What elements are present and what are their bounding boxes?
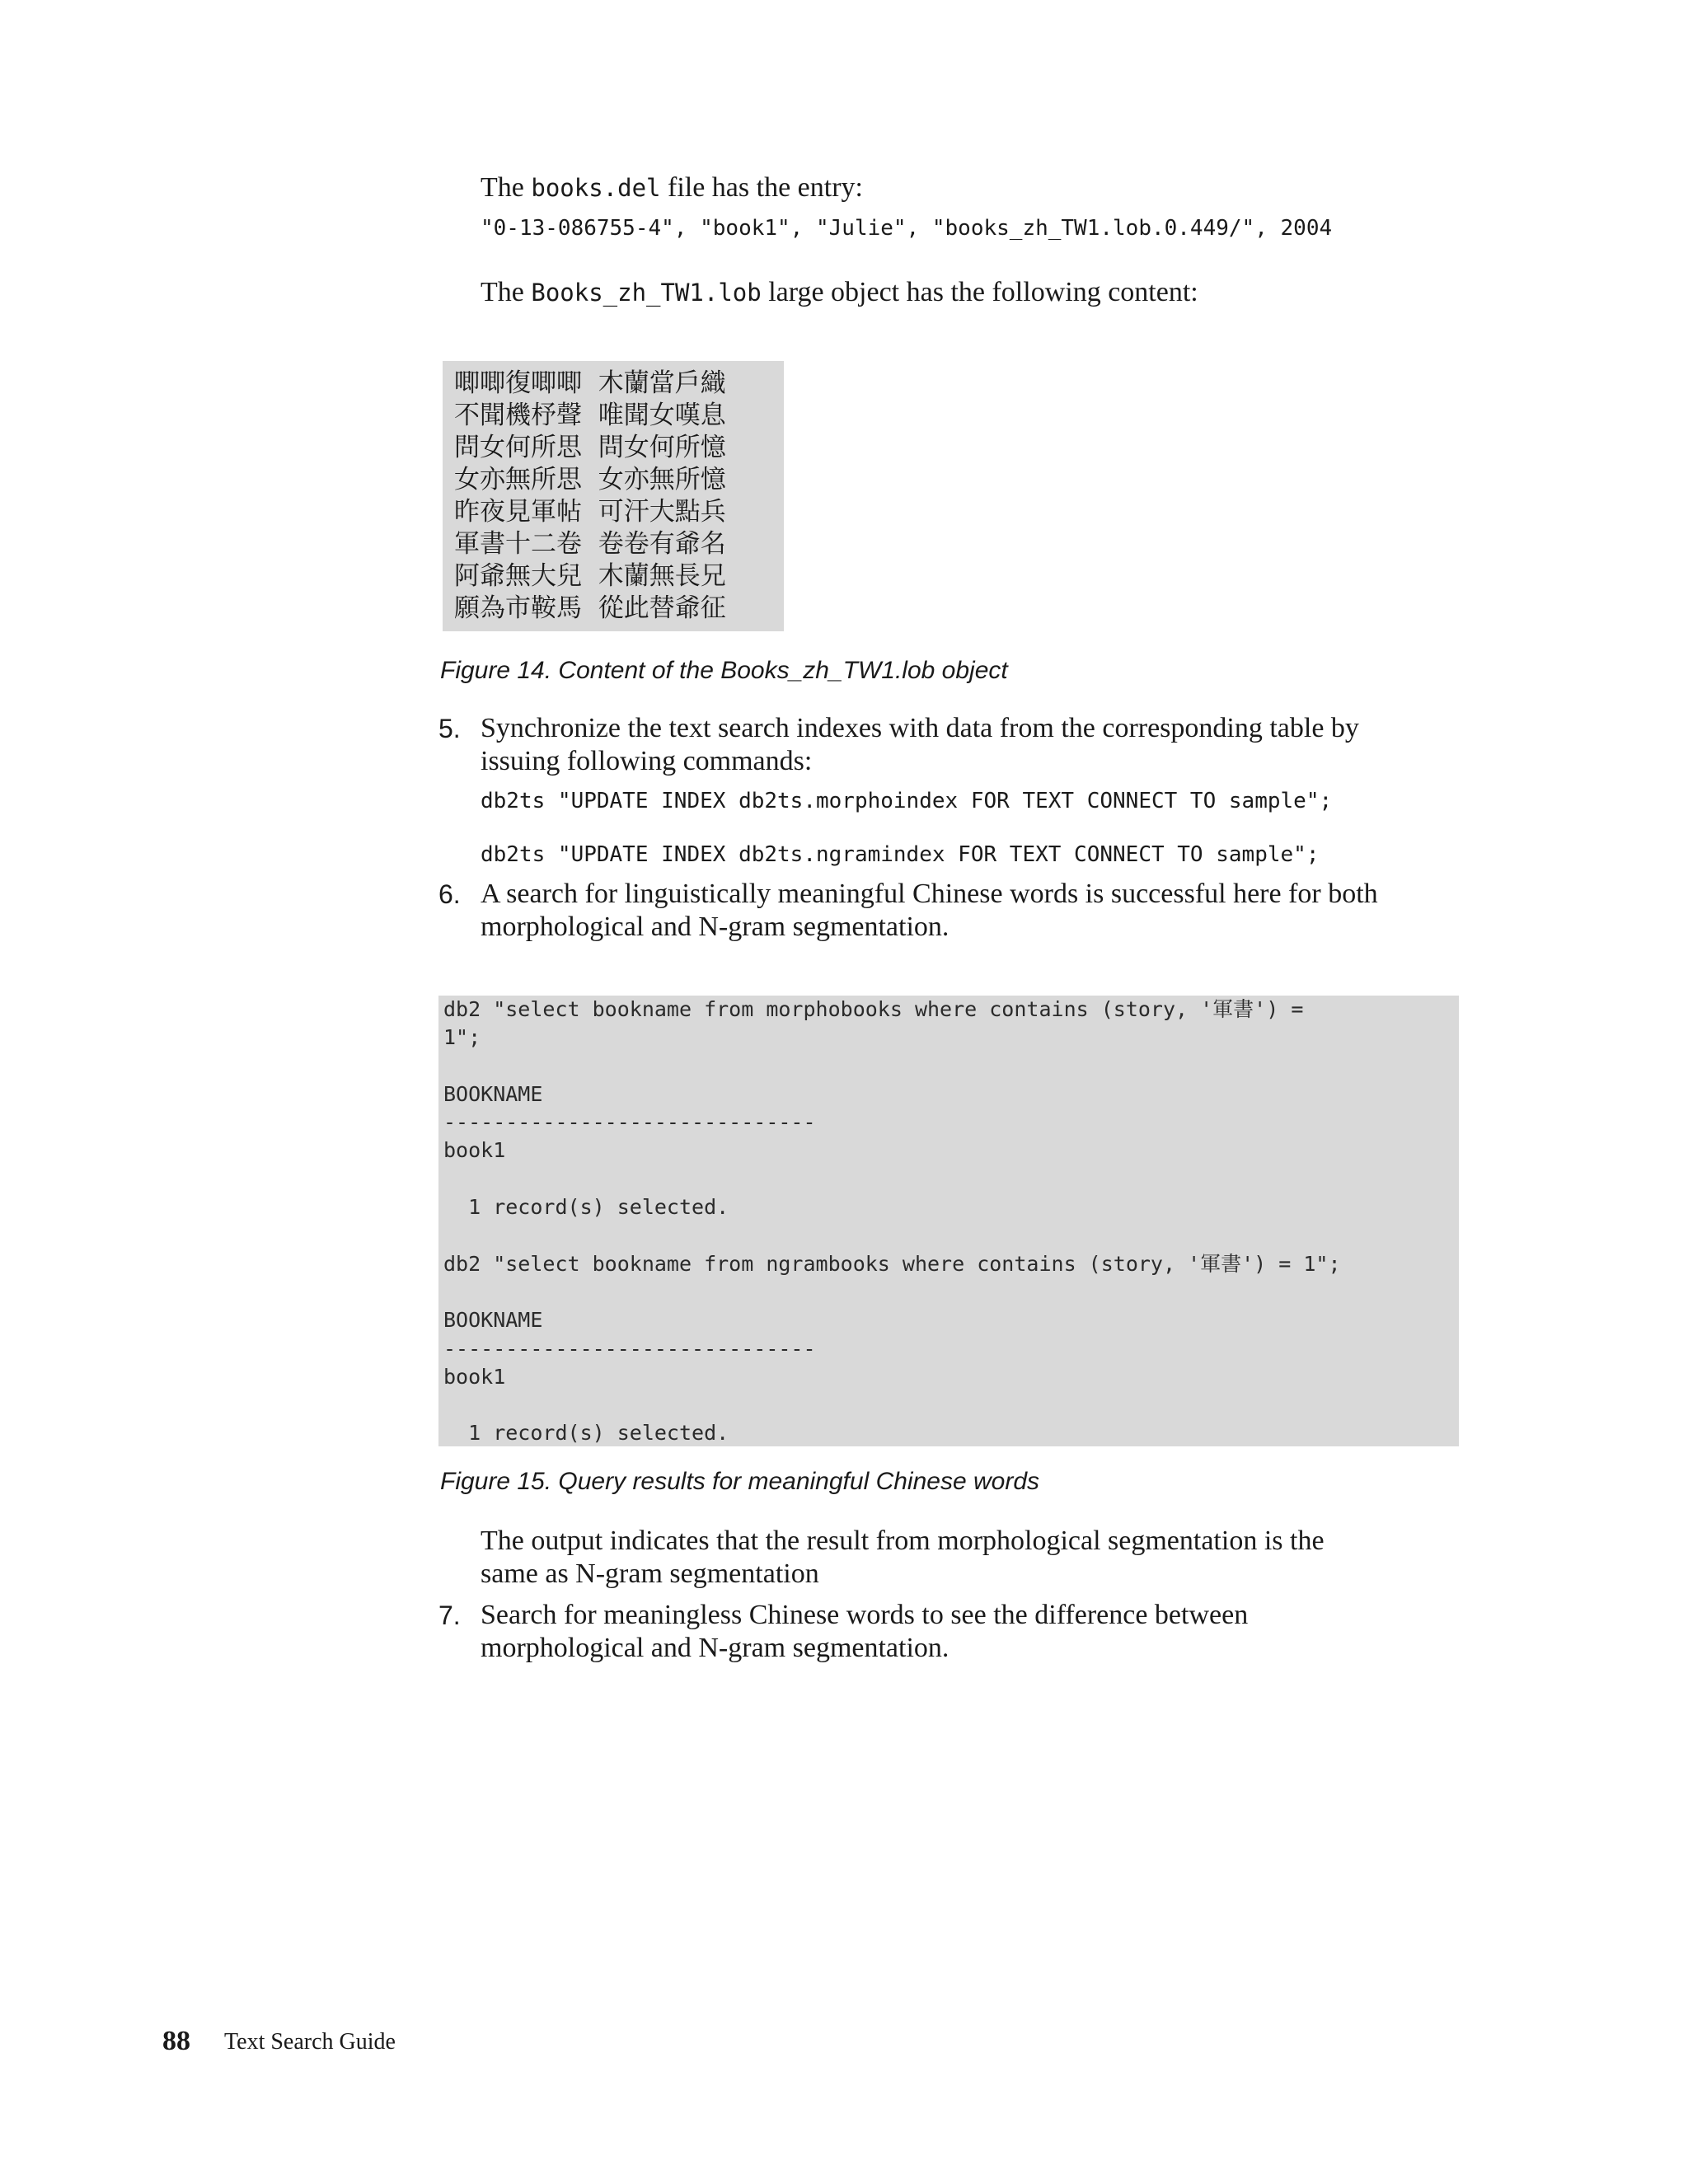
lob-intro-prefix: The [481,277,532,307]
console-line: BOOKNAME [443,1308,543,1333]
output-note-line-1: The output indicates that the result from morphological segmentation is the [481,1526,1325,1556]
console-line [443,1221,1454,1249]
console-line: book1 [443,1364,506,1389]
console-line: db2 "select bookname from ngrambooks where contains (story, '軍書') = 1"; [443,1251,1341,1276]
step-5-text-line-2: issuing following commands: [481,746,813,776]
poem-line: 願為市鞍馬 從此替爺征 [454,593,726,623]
poem-line: 女亦無所思 女亦無所憶 [454,465,726,494]
books-del-entry: "0-13-086755-4", "book1", "Julie", "books_zh_TW1.lob.0.449/", 2004 [481,216,1333,241]
poem-line: 昨夜見軍帖 可汗大點兵 [454,497,726,527]
console-line: 1 record(s) selected. [443,1421,729,1446]
poem-line: 不聞機杼聲 唯聞女嘆息 [454,401,726,430]
figure-14-caption: Figure 14. Content of the Books_zh_TW1.lob object [440,657,1008,684]
console-line: ------------------------------ [443,1110,816,1135]
step-5-number: 5. [438,714,461,743]
lob-intro-suffix: large object has the following content: [761,277,1198,307]
intro-prefix: The [481,172,532,203]
lob-filename: Books_zh_TW1.lob [531,279,762,307]
intro-suffix: file has the entry: [660,172,863,203]
lob-content-figure [443,361,784,631]
console-line [443,1052,1454,1080]
running-footer-title: Text Search Guide [224,2029,396,2055]
ngram-update-command: db2ts "UPDATE INDEX db2ts.ngramindex FOR TEXT CONNECT TO sample"; [481,842,1320,867]
books-del-intro [481,171,863,204]
step-6-number: 6. [438,879,461,909]
books-del-filename: books.del [531,174,661,202]
output-note-line-2: same as N-gram segmentation [481,1558,819,1589]
step-6-text-line-2: morphological and N-gram segmentation. [481,912,950,942]
poem-line: 唧唧復唧唧 木蘭當戶織 [454,368,726,398]
step-5-text-line-1: Synchronize the text search indexes with data from the corresponding table by [481,713,1359,743]
console-line: BOOKNAME [443,1081,543,1106]
console-line: db2 "select bookname from morphobooks where contains (story, '軍書') = [443,997,1304,1021]
step-7-number: 7. [438,1601,461,1630]
console-line [443,1165,1454,1193]
figure-15-caption: Figure 15. Query results for meaningful Chinese words [440,1468,1040,1495]
console-line: 1"; [443,1025,481,1050]
query-results-figure [438,996,1459,1446]
poem-line: 問女何所思 問女何所憶 [454,433,726,462]
morpho-update-command: db2ts "UPDATE INDEX db2ts.morphoindex FOR TEXT CONNECT TO sample"; [481,789,1333,813]
step-6-text-line-1: A search for linguistically meaningful Chinese words is successful here for both [481,879,1378,909]
console-line [443,1278,1454,1306]
page-number: 88 [162,2026,190,2056]
console-line: 1 record(s) selected. [443,1195,729,1220]
console-line: ------------------------------ [443,1336,816,1361]
step-7-text-line-2: morphological and N-gram segmentation. [481,1633,950,1663]
step-7-text-line-1: Search for meaningless Chinese words to see the difference between [481,1600,1249,1630]
console-line [443,1391,1454,1419]
lob-intro [481,276,1198,309]
console-line: book1 [443,1138,506,1163]
poem-line: 阿爺無大兒 木蘭無長兄 [454,561,726,591]
poem-line: 軍書十二卷 卷卷有爺名 [454,529,726,559]
